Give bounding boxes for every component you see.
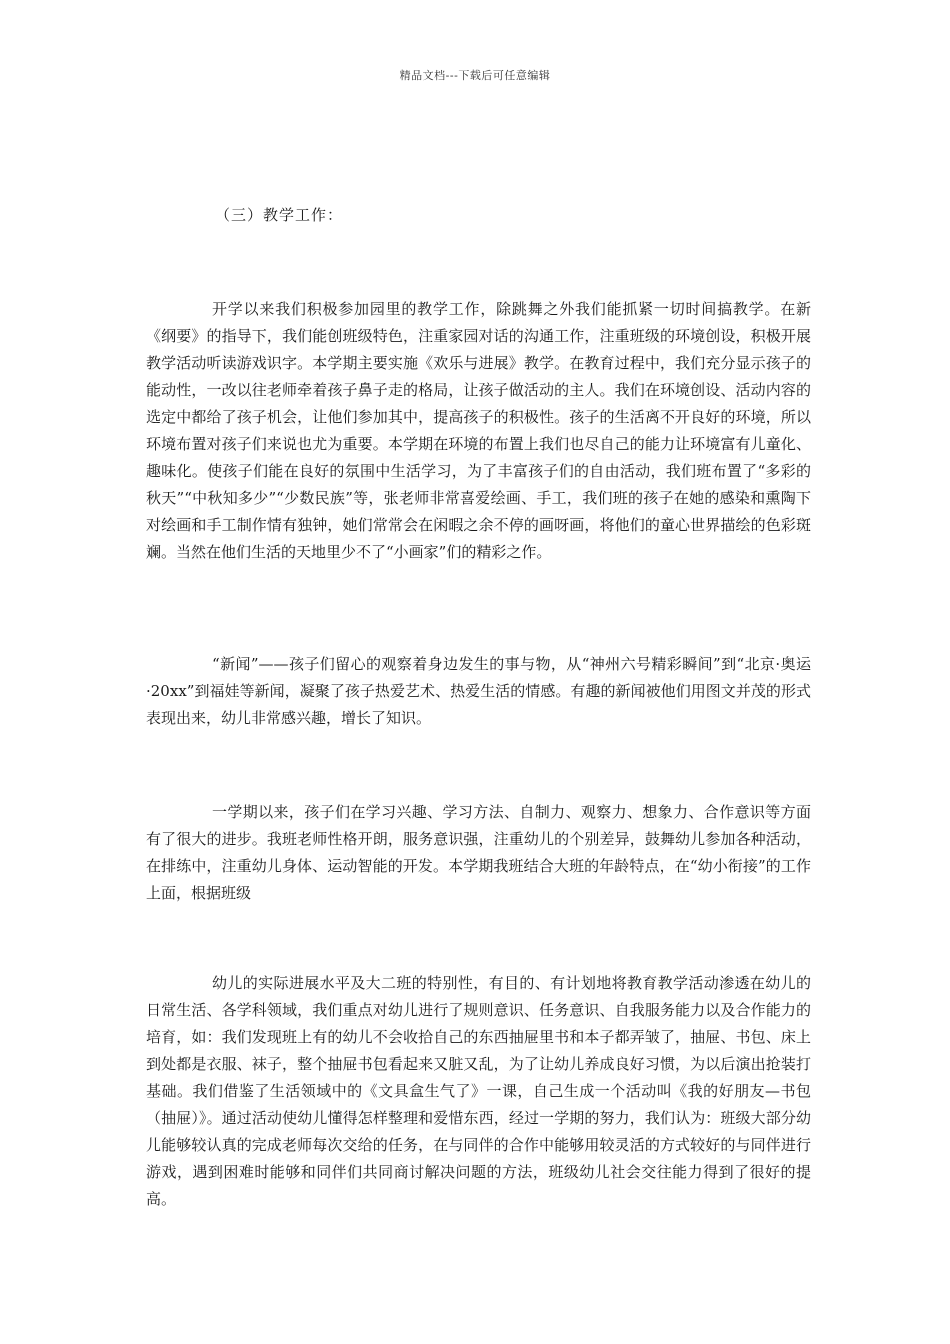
paragraph-activities: 幼儿的实际进展水平及大二班的特别性，有目的、有计划地将教育教学活动渗透在幼儿的日常生活、各学科领域，我们重点对幼儿进行了规则意识、任务意识、自我服务能力以及合作能力的培育，如：我们发现班上有的幼儿不会收拾自己的东西抽屉里书和本子都弄皱了，抽屉、书包、床上到处都是衣服、袜子，整个抽屉书包看起来又脏又乱，为了让幼儿养成良好习惯，为以后演出抢装打基础。我们借鉴了生活领域中的《文具盒生气了》一课，自己生成一个活动叫《我的好朋友—书包（抽屉）》。通过活动使幼儿懂得怎样整理和爱惜东西，经过一学期的努力，我们认为：班级大部分幼儿能够较认真的完成老师每次交给的任务，在与同伴的合作中能够用较灵活的方式较好的与同伴进行游戏，遇到困难时能够和同伴们共同商讨解决问题的方法，班级幼儿社会交往能力得到了很好的提高。 <box>146 974 811 1208</box>
paragraph-news: “新闻”——孩子们留心的观察着身边发生的事与物，从“神州六号精彩瞬间”到“北京·奥运·20xx”到福娃等新闻，凝聚了孩子热爱艺术、热爱生活的情感。有趣的新闻被他们用图文并茂的形式表现出来，幼儿非常感兴趣，增长了知识。 <box>146 655 811 727</box>
paragraph-teaching-work: 开学以来我们积极参加园里的教学工作，除跳舞之外我们能抓紧一切时间搞教学。在新《纲要》的指导下，我们能创班级特色，注重家园对话的沟通工作，注重班级的环境创设，积极开展教学活动听读游戏识字。本学期主要实施《欢乐与进展》教学。在教育过程中，我们充分显示孩子的能动性，一改以往老师牵着孩子鼻子走的格局，让孩子做活动的主人。我们在环境创设、活动内容的选定中都给了孩子机会，让他们参加其中，提高孩子的积极性。孩子的生活离不开良好的环境，所以环境布置对孩子们来说也尤为重要。本学期在环境的布置上我们也尽自己的能力让环境富有儿童化、趣味化。使孩子们能在良好的氛围中生活学习，为了丰富孩子们的自由活动，我们班布置了“多彩的秋天”“中秋知多少”“少数民族”等，张老师非常喜爱绘画、手工，我们班的孩子在她的感染和熏陶下对绘画和手工制作情有独钟，她们常常会在闲暇之余不停的画呀画，将他们的童心世界描绘的色彩斑斓。当然在他们生活的天地里少不了“小画家”们的精彩之作。 <box>146 300 811 561</box>
section-heading: （三）教学工作： <box>215 206 344 224</box>
page-header: 精品文档---下载后可任意编辑 <box>399 69 551 82</box>
paragraph-progress: 一学期以来，孩子们在学习兴趣、学习方法、自制力、观察力、想象力、合作意识等方面有了很大的进步。我班老师性格开朗，服务意识强，注重幼儿的个别差异，鼓舞幼儿参加各种活动，在排练中，注重幼儿身体、运动智能的开发。本学期我班结合大班的年龄特点，在“幼小衔接”的工作上面，根据班级 <box>146 803 811 902</box>
